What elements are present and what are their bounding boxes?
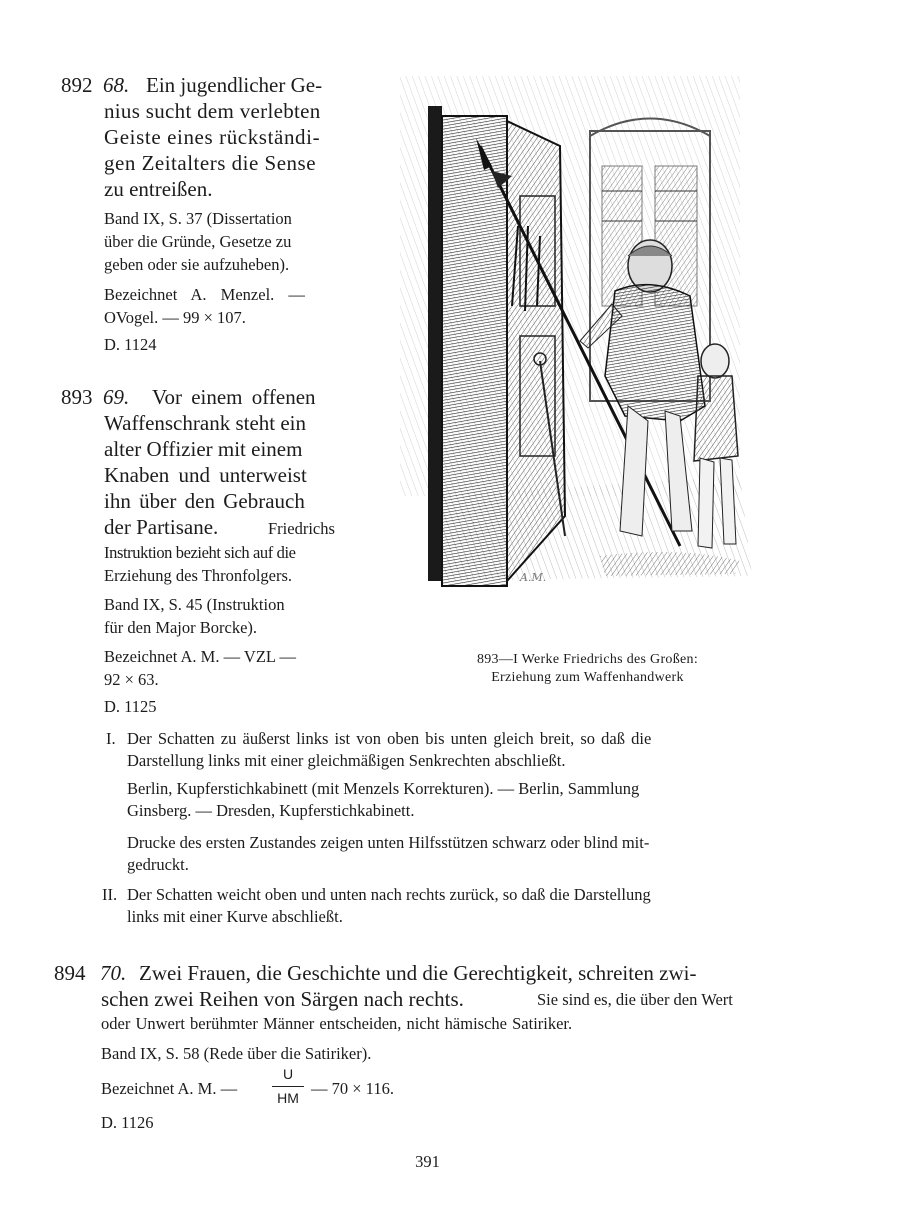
state-text-line: Der Schatten zu äußerst links ist von oben bis unten gleich breit, so daß die bbox=[127, 729, 652, 748]
title-line: Waffenschrank steht ein bbox=[104, 411, 307, 435]
state-text-line: Der Schatten weicht oben und unten nach rechts zurück, so daß die Darstellung bbox=[127, 885, 651, 904]
title-line: alter Offizier mit einem bbox=[104, 437, 303, 461]
figure-caption-line-2: Erziehung zum Waffenhandwerk bbox=[491, 670, 684, 685]
state-text-line: Berlin, Kupferstichkabinett (mit Menzels Korrekturen). — Berlin, Sammlung bbox=[127, 779, 640, 798]
title-line: Ein jugendlicher Ge- bbox=[146, 73, 323, 97]
note-line: Erziehung des Thronfolgers. bbox=[104, 566, 293, 585]
catalogue-d-number: D. 1126 bbox=[101, 1113, 154, 1132]
title-line: nius sucht dem verlebten bbox=[104, 99, 321, 123]
state-text-line: Ginsberg. — Dresden, Kupferstichkabinett. bbox=[127, 801, 415, 820]
state-text-line: gedruckt. bbox=[127, 855, 189, 874]
state-label: I. bbox=[106, 729, 116, 748]
figure-caption-line-1: 893—I Werke Friedrichs des Großen: bbox=[476, 652, 699, 667]
reference-line: Band IX, S. 45 (Instruktion bbox=[104, 595, 285, 614]
note-line: Sie sind es, die über den Wert bbox=[537, 990, 733, 1009]
reference-line: Band IX, S. 58 (Rede über die Satiriker). bbox=[101, 1044, 372, 1063]
title-line: zu entreißen. bbox=[104, 177, 213, 201]
entry-number: 894 bbox=[54, 961, 86, 985]
note-line: oder Unwert berühmter Männer entscheiden, nicht hämische Satiriker. bbox=[101, 1014, 573, 1033]
reference-line: über die Gründe, Gesetze zu bbox=[104, 232, 292, 251]
title-line: Knaben und unterweist bbox=[104, 463, 307, 487]
state-text-line: Drucke des ersten Zustandes zeigen unten Hilfsstützen schwarz oder blind mit- bbox=[127, 833, 650, 852]
entry-number: 893 bbox=[61, 385, 93, 409]
title-line: Geiste eines rückständi- bbox=[104, 125, 321, 149]
title-line: schen zwei Reihen von Särgen nach rechts. bbox=[101, 987, 464, 1011]
title-line: Vor einem offenen bbox=[152, 385, 316, 409]
signature-suffix: — 70 × 116. bbox=[311, 1079, 394, 1098]
title-line: ihn über den Gebrauch bbox=[104, 489, 305, 513]
catalogue-d-number: D. 1124 bbox=[104, 335, 157, 354]
state-label: II. bbox=[102, 885, 118, 904]
signature-fraction-bottom: HM bbox=[277, 1090, 299, 1106]
plate-number: 69. bbox=[103, 385, 130, 409]
etching-drawing bbox=[380, 76, 752, 588]
fraction-bar bbox=[272, 1086, 304, 1087]
entry-number: 892 bbox=[61, 73, 93, 97]
reference-line: für den Major Borcke). bbox=[104, 618, 258, 637]
illustration-etching bbox=[380, 76, 752, 588]
plate-number: 70. bbox=[100, 961, 127, 985]
signature-line: Bezeichnet A. Menzel. — bbox=[104, 285, 305, 304]
page-number: 391 bbox=[415, 1152, 440, 1171]
state-text-line: Darstellung links mit einer gleichmäßigen Senkrechten abschließt. bbox=[127, 751, 566, 770]
title-line: Zwei Frauen, die Geschichte und die Gerechtigkeit, schreiten zwi- bbox=[139, 961, 697, 985]
artist-monogram: A.M. bbox=[520, 571, 547, 584]
catalogue-d-number: D. 1125 bbox=[104, 697, 157, 716]
signature-line: Bezeichnet A. M. — VZL — bbox=[104, 647, 297, 666]
state-text-line: links mit einer Kurve abschließt. bbox=[127, 907, 343, 926]
title-line: gen Zeitalters die Sense bbox=[104, 151, 317, 175]
reference-line: geben oder sie aufzuheben). bbox=[104, 255, 290, 274]
title-line: der Partisane. bbox=[104, 515, 219, 539]
signature-line: OVogel. — 99 × 107. bbox=[104, 308, 246, 327]
plate-number: 68. bbox=[103, 73, 130, 97]
reference-line: Band IX, S. 37 (Dissertation bbox=[104, 209, 292, 228]
signature-line: 92 × 63. bbox=[104, 670, 159, 689]
signature-fraction-top: U bbox=[282, 1066, 294, 1082]
note-line: Friedrichs bbox=[268, 519, 335, 538]
signature-prefix: Bezeichnet A. M. — bbox=[101, 1079, 238, 1098]
note-line: Instruktion bezieht sich auf die bbox=[104, 543, 296, 562]
